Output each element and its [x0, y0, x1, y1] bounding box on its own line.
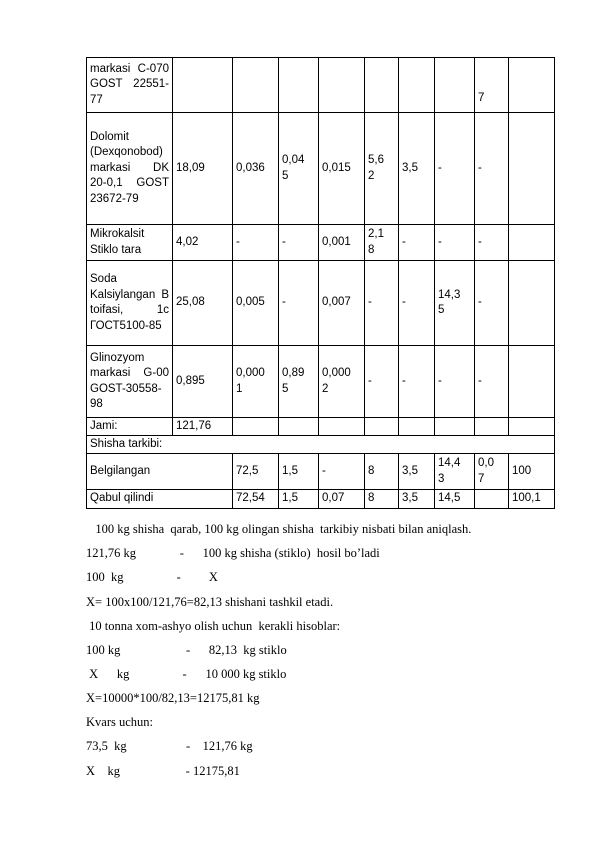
- text-line: 100 kg shisha qarab, 100 kg olingan shisha tarkibiy nisbati bilan aniqlash.: [86, 522, 472, 536]
- cell: [509, 58, 555, 113]
- cell: [279, 418, 319, 436]
- cell: 72,54: [233, 490, 279, 509]
- cell: [279, 58, 319, 113]
- cell: 0,036: [233, 113, 279, 225]
- cell: [365, 418, 399, 436]
- cell: [233, 58, 279, 113]
- table-row: [87, 113, 555, 225]
- cell: 121,76: [173, 418, 233, 436]
- cell: 0,007: [319, 261, 365, 346]
- cell: [509, 113, 555, 225]
- cell: -: [279, 225, 319, 261]
- table-row: [87, 58, 555, 113]
- text-line: 100 kg - X: [86, 570, 218, 584]
- section-label: Shisha tarkibi:: [87, 436, 555, 454]
- text-line: X=10000*100/82,13=12175,81 kg: [86, 691, 260, 705]
- text-line: X= 100x100/121,76=82,13 shishani tashkil etadi.: [86, 595, 334, 609]
- cell: 72,5: [233, 454, 279, 490]
- cell: 0,015: [319, 113, 365, 225]
- cell: [509, 261, 555, 346]
- cell: 3,5: [399, 454, 435, 490]
- composition-table: [86, 57, 555, 509]
- cell: 0,895: [173, 346, 233, 418]
- text-line: X kg - 10 000 kg stiklo: [86, 667, 287, 681]
- cell: [475, 418, 509, 436]
- cell: 0,07: [319, 490, 365, 509]
- cell: 25,08: [173, 261, 233, 346]
- cell: -: [365, 261, 399, 346]
- cell: [173, 58, 233, 113]
- row-name: Glinozyom markasi G-00 GOST-30558-98: [87, 346, 173, 418]
- cell: [365, 58, 399, 113]
- cell: -: [475, 225, 509, 261]
- cell: [435, 418, 475, 436]
- cell: 18,09: [173, 113, 233, 225]
- cell: 0,000 2: [319, 346, 365, 418]
- cell: [475, 490, 509, 509]
- cell: 0,005: [233, 261, 279, 346]
- cell: 14,5: [435, 490, 475, 509]
- cell: 8: [365, 454, 399, 490]
- cell: [319, 418, 365, 436]
- text-line: Kvars uchun:: [86, 715, 153, 729]
- table-row: [87, 261, 555, 346]
- table-row: [87, 436, 555, 454]
- table-row: [87, 490, 555, 509]
- cell: 5,6 2: [365, 113, 399, 225]
- cell: -: [475, 113, 509, 225]
- cell: 1,5: [279, 490, 319, 509]
- row-name: Dolomit (Dexqonobod) markasi DK 20-0,1 GOST 23672-79: [87, 113, 173, 225]
- cell: 0,001: [319, 225, 365, 261]
- cell: -: [435, 225, 475, 261]
- cell: [399, 58, 435, 113]
- cell: 2,1 8: [365, 225, 399, 261]
- cell: 0,89 5: [279, 346, 319, 418]
- table-row: [87, 225, 555, 261]
- text-line: 73,5 kg - 121,76 kg: [86, 739, 253, 753]
- cell: -: [399, 225, 435, 261]
- cell: 0,0 7: [475, 454, 509, 490]
- cell: 3,5: [399, 113, 435, 225]
- cell: 7: [475, 58, 509, 113]
- cell: 8: [365, 490, 399, 509]
- row-name: Qabul qilindi: [87, 490, 233, 509]
- row-name: Jami:: [87, 418, 173, 436]
- cell: 100: [509, 454, 555, 490]
- table-row: [87, 454, 555, 490]
- cell: -: [399, 346, 435, 418]
- cell: -: [399, 261, 435, 346]
- text-line: 100 kg - 82,13 kg stiklo: [86, 643, 287, 657]
- cell: [509, 346, 555, 418]
- row-name: Mikrokalsit Stiklo tara: [87, 225, 173, 261]
- cell: 14,4 3: [435, 454, 475, 490]
- cell: 3,5: [399, 490, 435, 509]
- cell: 0,000 1: [233, 346, 279, 418]
- cell: -: [365, 346, 399, 418]
- row-name: Soda Kalsiylangan B toifasi, 1c ГОСТ5100-85: [87, 261, 173, 346]
- cell: -: [435, 346, 475, 418]
- row-name: Belgilangan: [87, 454, 233, 490]
- cell: 0,04 5: [279, 113, 319, 225]
- cell: [509, 225, 555, 261]
- cell: -: [435, 113, 475, 225]
- cell: -: [475, 346, 509, 418]
- cell: -: [233, 225, 279, 261]
- row-name: markasi C-070 GOST 22551-77: [87, 58, 173, 113]
- cell: -: [475, 261, 509, 346]
- cell: 4,02: [173, 225, 233, 261]
- table-row: [87, 346, 555, 418]
- cell: -: [319, 454, 365, 490]
- text-line: 121,76 kg - 100 kg shisha (stiklo) hosil bo’ladi: [86, 546, 380, 560]
- cell: [399, 418, 435, 436]
- table-row: [87, 418, 555, 436]
- cell: [509, 418, 555, 436]
- cell: [233, 418, 279, 436]
- cell: 14,3 5: [435, 261, 475, 346]
- cell: 1,5: [279, 454, 319, 490]
- cell: [319, 58, 365, 113]
- cell: -: [279, 261, 319, 346]
- text-line: X kg - 12175,81: [86, 764, 240, 778]
- cell: [435, 58, 475, 113]
- cell: 100,1: [509, 490, 555, 509]
- text-line: 10 tonna xom-ashyo olish uchun kerakli hisoblar:: [86, 619, 341, 633]
